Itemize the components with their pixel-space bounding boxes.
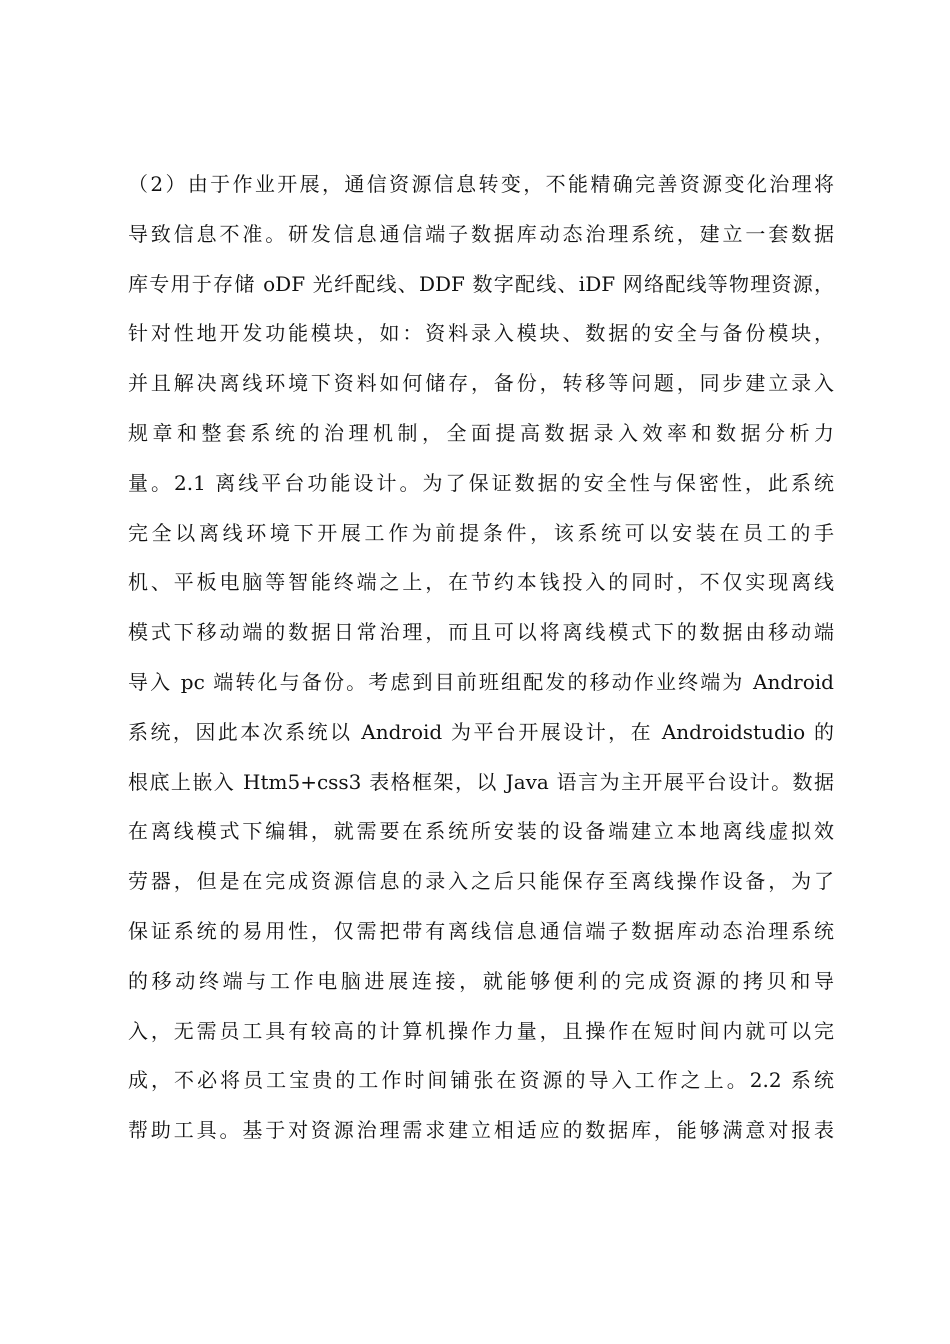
text-line: 针对性地开发功能模块，如：资料录入模块、数据的安全与备份模块， <box>128 321 834 346</box>
text-line: 保证系统的易用性，仅需把带有离线信息通信端子数据库动态治理系统 <box>128 918 834 943</box>
text-line: 帮助工具。基于对资源治理需求建立相适应的数据库，能够满意对报表 <box>128 1118 834 1143</box>
text-line: 系统，因此本次系统以 Android 为平台开展设计，在 Androidstudio 的 <box>128 719 834 744</box>
text-line: （2）由于作业开展，通信资源信息转变，不能精确完善资源变化治理将 <box>128 172 834 196</box>
text-line: 导入 pc 端转化与备份。考虑到目前班组配发的移动作业终端为 Android <box>128 669 834 694</box>
text-line: 量。2.1 离线平台功能设计。为了保证数据的安全性与保密性，此系统 <box>128 470 834 495</box>
text-line: 在离线模式下编辑，就需要在系统所安装的设备端建立本地离线虚拟效 <box>128 819 834 844</box>
text-line: 库专用于存储 oDF 光纤配线、DDF 数字配线、iDF 网络配线等物理资源， <box>128 271 834 296</box>
text-line: 完全以离线环境下开展工作为前提条件，该系统可以安装在员工的手 <box>128 520 834 545</box>
text-line: 规章和整套系统的治理机制，全面提高数据录入效率和数据分析力 <box>128 420 834 445</box>
body-paragraph <box>128 172 834 1180</box>
text-line: 劳器，但是在完成资源信息的录入之后只能保存至离线操作设备，为了 <box>128 869 834 894</box>
text-line: 根底上嵌入 Htm5+css3 表格框架，以 Java 语言为主开展平台设计。数据 <box>128 769 834 794</box>
text-line: 机、平板电脑等智能终端之上，在节约本钱投入的同时，不仅实现离线 <box>128 570 834 595</box>
text-line: 导致信息不准。研发信息通信端子数据库动态治理系统，建立一套数据 <box>128 221 834 246</box>
text-line: 入，无需员工具有较高的计算机操作力量，且操作在短时间内就可以完 <box>128 1018 834 1043</box>
text-line: 并且解决离线环境下资料如何储存，备份，转移等问题，同步建立录入 <box>128 371 834 396</box>
text-line: 成，不必将员工宝贵的工作时间铺张在资源的导入工作之上。2.2 系统 <box>128 1068 834 1093</box>
text-line: 模式下移动端的数据日常治理，而且可以将离线模式下的数据由移动端 <box>128 620 834 645</box>
text-line: 的移动终端与工作电脑进展连接，就能够便利的完成资源的拷贝和导 <box>128 968 834 993</box>
